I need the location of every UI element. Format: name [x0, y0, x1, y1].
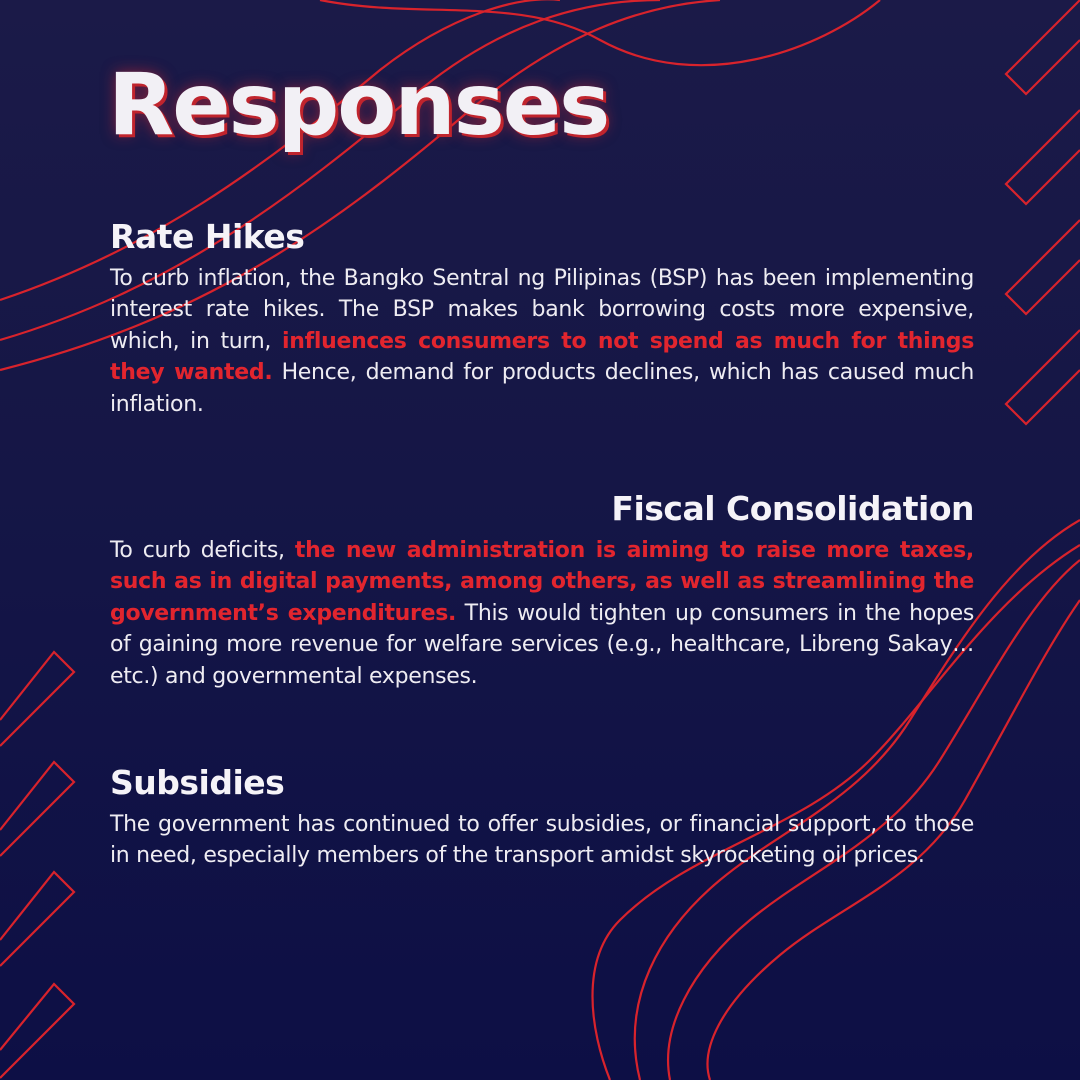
page-title: Responses: [108, 55, 609, 155]
paragraph-text: The government has continued to offer subsidies, or financial support, to those in need, especially members of the transport amidst skyrocketing oil prices.: [110, 811, 974, 869]
section-paragraph: [110, 809, 974, 872]
section-paragraph: [110, 535, 974, 693]
section-subsidies: [110, 763, 974, 872]
right-diagonal-bars: [1006, 0, 1080, 424]
section-heading: Subsidies: [110, 763, 285, 802]
section-paragraph: [110, 263, 974, 421]
section-heading: Fiscal Consolidation: [611, 489, 974, 528]
highlighted-text: influences consumers to not spend as much for things they wanted.: [110, 328, 974, 386]
paragraph-text: Hence, demand for products declines, which has caused much inflation.: [110, 360, 974, 417]
left-diagonal-bars: [0, 652, 74, 1078]
paragraph-text: To curb inflation, the Bangko Sentral ng Pilipinas (BSP) has been implementing interest rate hikes. The BSP makes bank borrowing costs more expensive, which, in turn,: [110, 265, 974, 354]
section-fiscal-consolidation: [110, 489, 974, 692]
section-heading: Rate Hikes: [110, 217, 305, 256]
section-rate-hikes: [110, 217, 974, 420]
highlighted-text: the new administration is aiming to raise more taxes, such as in digital payments, among others, as well as streamlining the government’s expenditures.: [110, 537, 974, 626]
paragraph-text: This would tighten up consumers in the hopes of gaining more revenue for welfare services (e.g., healthcare, Libreng Sakay…etc.) and governmental expenses.: [110, 600, 974, 689]
paragraph-text: To curb deficits,: [110, 537, 295, 563]
